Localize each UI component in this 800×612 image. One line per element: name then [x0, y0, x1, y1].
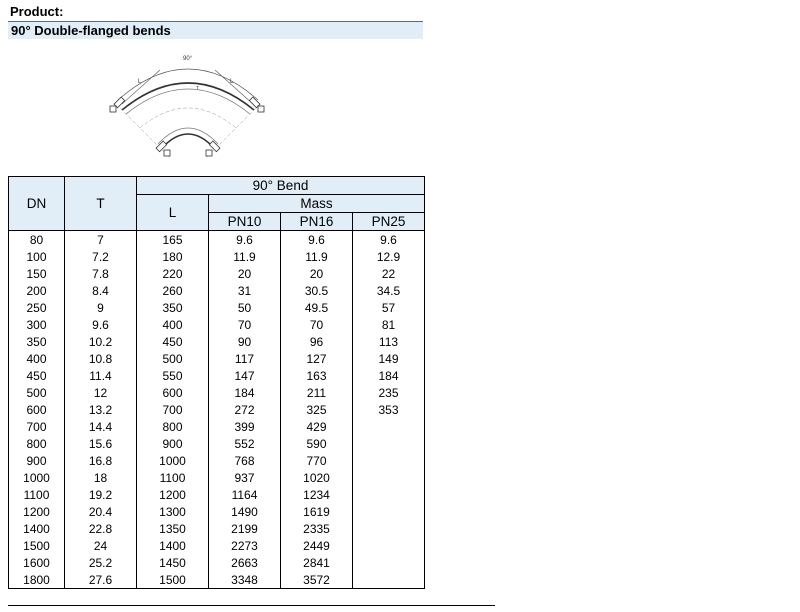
column-header-dn: DN	[9, 177, 65, 231]
centerline-arc	[140, 108, 236, 128]
table-cell: 429	[281, 418, 353, 435]
table-cell: 900	[9, 452, 65, 469]
table-row	[9, 316, 425, 333]
table-cell: 15.6	[65, 435, 137, 452]
table-cell: 96	[281, 333, 353, 350]
table-cell: 18	[65, 469, 137, 486]
table-cell	[353, 571, 425, 589]
table-cell: 3572	[281, 571, 353, 589]
table-cell: 24	[65, 537, 137, 554]
table-cell: 1200	[9, 503, 65, 520]
table-cell: 70	[281, 316, 353, 333]
table-row	[9, 469, 425, 486]
bend-inner-wall	[162, 134, 214, 148]
table-row	[9, 435, 425, 452]
table-cell: 1450	[137, 554, 209, 571]
table-cell: 300	[9, 316, 65, 333]
column-header-pn16: PN16	[281, 213, 353, 231]
table-row	[9, 367, 425, 384]
bolt-marker	[258, 106, 264, 112]
table-cell	[353, 537, 425, 554]
table-cell: 10.2	[65, 333, 137, 350]
table-cell	[353, 469, 425, 486]
table-cell: 1100	[9, 486, 65, 503]
table-cell: 147	[209, 367, 281, 384]
table-cell: 9.6	[281, 231, 353, 249]
table-cell: 900	[137, 435, 209, 452]
bend-inner-wall-inner	[158, 128, 218, 144]
table-cell: 937	[209, 469, 281, 486]
table-cell: 184	[209, 384, 281, 401]
table-cell: 9.6	[65, 316, 137, 333]
table-cell: 550	[137, 367, 209, 384]
column-header-t: T	[65, 177, 137, 231]
table-row	[9, 520, 425, 537]
table-cell: 1600	[9, 554, 65, 571]
column-header-l: L	[137, 195, 209, 231]
table-cell: 150	[9, 265, 65, 282]
table-cell: 11.9	[281, 248, 353, 265]
table-cell: 700	[137, 401, 209, 418]
table-row	[9, 299, 425, 316]
table-cell: 2335	[281, 520, 353, 537]
table-cell: 450	[9, 367, 65, 384]
table-cell: 1020	[281, 469, 353, 486]
table-cell	[353, 520, 425, 537]
table-cell: 700	[9, 418, 65, 435]
table-cell: 400	[137, 316, 209, 333]
table-cell: 9	[65, 299, 137, 316]
table-cell: 1000	[137, 452, 209, 469]
bolt-marker	[110, 106, 116, 112]
table-row	[9, 486, 425, 503]
table-cell: 9.6	[353, 231, 425, 249]
table-cell: 117	[209, 350, 281, 367]
table-cell	[353, 418, 425, 435]
table-row	[9, 231, 425, 249]
table-cell: 8.4	[65, 282, 137, 299]
table-row	[9, 384, 425, 401]
table-cell: 768	[209, 452, 281, 469]
length-label-right: L	[230, 79, 234, 85]
bottom-divider	[8, 605, 495, 606]
table-cell: 1619	[281, 503, 353, 520]
table-cell: 200	[9, 282, 65, 299]
table-cell: 1000	[9, 469, 65, 486]
table-row	[9, 418, 425, 435]
table-cell: 80	[9, 231, 65, 249]
page-title: 90° Double-flanged bends	[8, 21, 423, 39]
table-cell: 12	[65, 384, 137, 401]
dimension-line-left	[122, 70, 160, 104]
table-row	[9, 282, 425, 299]
angle-label: 90°	[183, 56, 193, 62]
bend-diagram	[100, 48, 275, 163]
table-row	[9, 248, 425, 265]
centerline-right	[206, 108, 256, 158]
table-cell: 211	[281, 384, 353, 401]
table-cell: 400	[9, 350, 65, 367]
product-label: Product:	[10, 4, 64, 19]
table-cell: 1400	[9, 520, 65, 537]
bend-outer-wall-inner	[126, 89, 250, 114]
table-cell: 100	[9, 248, 65, 265]
table-cell	[353, 486, 425, 503]
table-cell: 1500	[9, 537, 65, 554]
table-cell: 1500	[137, 571, 209, 589]
table-cell: 13.2	[65, 401, 137, 418]
table-cell: 20	[281, 265, 353, 282]
table-cell: 399	[209, 418, 281, 435]
table-cell: 163	[281, 367, 353, 384]
table-row	[9, 333, 425, 350]
table-cell: 800	[9, 435, 65, 452]
table-row	[9, 571, 425, 589]
table-cell: 2449	[281, 537, 353, 554]
table-row	[9, 265, 425, 282]
table-cell: 7.8	[65, 265, 137, 282]
table-cell: 1200	[137, 486, 209, 503]
table-cell: 220	[137, 265, 209, 282]
table-cell: 552	[209, 435, 281, 452]
table-cell	[353, 452, 425, 469]
column-header-bend: 90° Bend	[137, 177, 425, 195]
table-cell: 81	[353, 316, 425, 333]
column-header-pn25: PN25	[353, 213, 425, 231]
table-cell: 1800	[9, 571, 65, 589]
table-cell: 260	[137, 282, 209, 299]
table-cell: 3348	[209, 571, 281, 589]
table-cell: 9.6	[209, 231, 281, 249]
table-row	[9, 503, 425, 520]
table-cell: 235	[353, 384, 425, 401]
table-cell: 49.5	[281, 299, 353, 316]
table-cell: 1350	[137, 520, 209, 537]
table-cell: 12.9	[353, 248, 425, 265]
table-cell: 600	[137, 384, 209, 401]
table-cell: 16.8	[65, 452, 137, 469]
table-cell: 350	[9, 333, 65, 350]
table-body	[9, 231, 425, 589]
table-row	[9, 350, 425, 367]
table-cell: 113	[353, 333, 425, 350]
table-cell: 57	[353, 299, 425, 316]
table-cell	[353, 503, 425, 520]
table-cell: 325	[281, 401, 353, 418]
table-cell: 19.2	[65, 486, 137, 503]
table-cell: 90	[209, 333, 281, 350]
table-row	[9, 554, 425, 571]
table-cell: 165	[137, 231, 209, 249]
table-cell: 22	[353, 265, 425, 282]
table-cell: 7.2	[65, 248, 137, 265]
table-row	[9, 401, 425, 418]
column-header-mass: Mass	[209, 195, 425, 213]
table-cell: 27.6	[65, 571, 137, 589]
table-cell: 149	[353, 350, 425, 367]
table-cell: 22.8	[65, 520, 137, 537]
centerline-left	[120, 108, 170, 158]
table-cell: 1300	[137, 503, 209, 520]
table-cell: 10.8	[65, 350, 137, 367]
dimension-line-right	[215, 70, 253, 104]
table-cell: 272	[209, 401, 281, 418]
table-cell: 350	[137, 299, 209, 316]
table-cell: 2841	[281, 554, 353, 571]
table-cell: 180	[137, 248, 209, 265]
table-cell: 1234	[281, 486, 353, 503]
table-cell: 31	[209, 282, 281, 299]
table-cell: 127	[281, 350, 353, 367]
table-cell: 800	[137, 418, 209, 435]
thickness-label: T	[196, 86, 200, 92]
bolt-marker	[206, 150, 212, 156]
table-cell: 2273	[209, 537, 281, 554]
table-cell: 70	[209, 316, 281, 333]
table-cell: 1100	[137, 469, 209, 486]
table-cell: 20.4	[65, 503, 137, 520]
table-cell: 1400	[137, 537, 209, 554]
table-cell: 20	[209, 265, 281, 282]
table-row	[9, 452, 425, 469]
table-cell: 250	[9, 299, 65, 316]
table-cell: 7	[65, 231, 137, 249]
table-cell: 50	[209, 299, 281, 316]
table-cell: 34.5	[353, 282, 425, 299]
table-cell: 500	[9, 384, 65, 401]
table-row	[9, 537, 425, 554]
bolt-marker	[164, 150, 170, 156]
table-cell: 14.4	[65, 418, 137, 435]
length-label-left: L	[138, 79, 142, 85]
dimension-table	[8, 176, 425, 589]
table-cell: 2663	[209, 554, 281, 571]
table-cell: 30.5	[281, 282, 353, 299]
column-header-pn10: PN10	[209, 213, 281, 231]
table-cell: 25.2	[65, 554, 137, 571]
table-cell: 450	[137, 333, 209, 350]
table-cell: 590	[281, 435, 353, 452]
table-cell	[353, 554, 425, 571]
table-cell: 1164	[209, 486, 281, 503]
table-cell: 11.4	[65, 367, 137, 384]
table-cell: 770	[281, 452, 353, 469]
table-cell: 11.9	[209, 248, 281, 265]
table-cell: 600	[9, 401, 65, 418]
table-cell: 353	[353, 401, 425, 418]
table-cell: 500	[137, 350, 209, 367]
table-cell: 1490	[209, 503, 281, 520]
table-cell	[353, 435, 425, 452]
table-cell: 2199	[209, 520, 281, 537]
table-cell: 184	[353, 367, 425, 384]
